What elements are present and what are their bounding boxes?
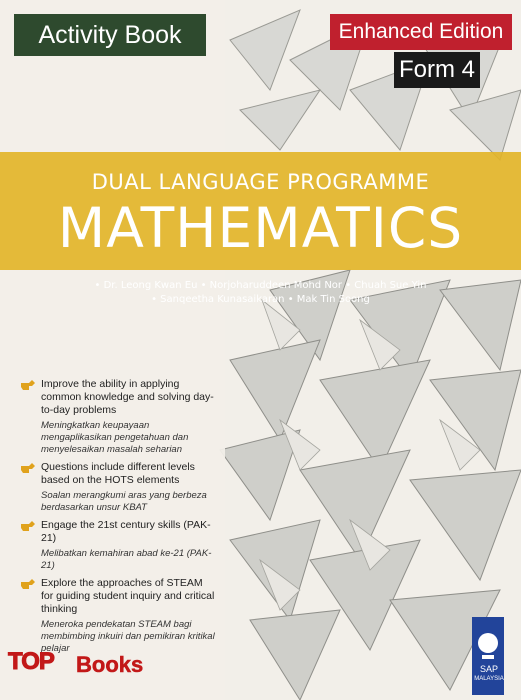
activity-book-label: Activity Book [14, 14, 206, 56]
watermark-books: Books [76, 652, 144, 677]
form-level-label: Form 4 [394, 52, 480, 88]
edition-label: Enhanced Edition [330, 14, 512, 50]
book-title: MATHEMATICS [57, 196, 464, 260]
feature-text-en: Improve the ability in applying common knowledge and solving day-to-day problems [41, 378, 214, 416]
pointing-hand-icon [20, 379, 36, 391]
feature-text-ms: Soalan merangkumi aras yang berbeza berdasarkan unsur KBAT [41, 490, 207, 513]
author-line: • Sanqeetha Kunasaikaran • Mak Tin Soong [151, 294, 370, 305]
feature-item [16, 461, 216, 514]
watermark-top: TOP [8, 648, 54, 675]
publisher-line: MALAYSIA [474, 676, 504, 682]
feature-text-ms: Meneroka pendekatan STEAM bagi membimbing inkuiri dan pemikiran kritikal pelajar [41, 619, 215, 654]
feature-text-ms: Meningkatkan keupayaan mengaplikasikan pengetahuan dan menyelesaikan masalah seharian [41, 420, 189, 455]
feature-text-en: Explore the approaches of STEAM for guiding student inquiry and critical thinking [41, 577, 215, 615]
author-list [0, 279, 521, 307]
pointing-hand-icon [20, 462, 36, 474]
feature-text-ms: Melibatkan kemahiran abad ke-21 (PAK-21) [41, 548, 212, 571]
feature-item [16, 577, 216, 655]
topbooks-watermark [8, 648, 190, 688]
feature-item [16, 378, 216, 456]
pointing-hand-icon [20, 520, 36, 532]
feature-text-en: Questions include different levels based on the HOTS elements [41, 461, 195, 486]
series-label: DUAL LANGUAGE PROGRAMME [91, 170, 430, 194]
pointing-hand-icon [20, 578, 36, 590]
publisher-line: SAP [479, 664, 498, 674]
feature-item [16, 519, 216, 572]
feature-text-en: Engage the 21st century skills (PAK-21) [41, 519, 211, 544]
publisher-name [471, 664, 507, 684]
feature-list [16, 378, 216, 660]
author-line: • Dr. Leong Kwan Eu • Norjoharuddeen Mohd Nor • Chuah Sue Yin [94, 280, 427, 291]
